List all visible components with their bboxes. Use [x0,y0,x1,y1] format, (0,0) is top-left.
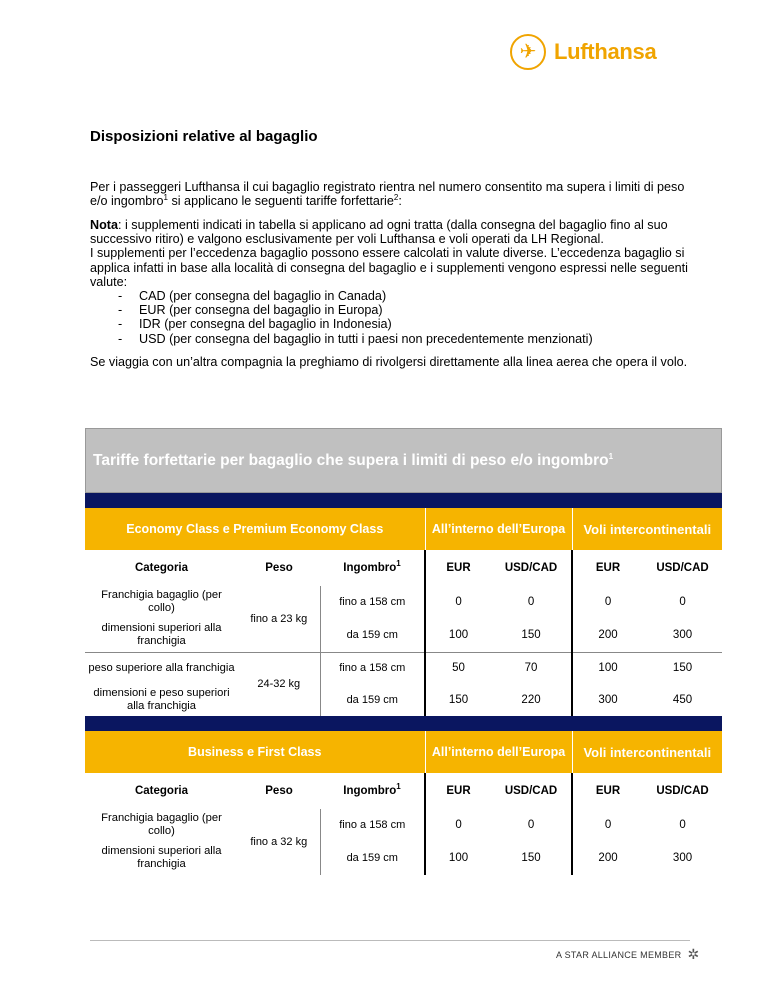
business-section-header [85,731,722,773]
row-ingombro: fino a 158 cm [320,586,425,618]
row-weight: 24-32 kg [257,678,301,691]
cell-eu-usdcad: 70 [524,662,538,675]
header-ingombro [320,550,425,586]
note-text: : i supplementi indicati in tabella si applicano ad ogni tratta (dalla consegna del bagaglio fino al suo successivo ritiro) e valgono esclusivamente per voli Lufthansa e voli operati da LH Regional. [90,218,668,247]
currency-list [90,289,690,346]
header-peso: Peso [265,562,293,574]
cell-eu-usdcad: 150 [491,618,572,652]
header-eur: EUR [425,773,491,809]
lufthansa-logo [510,34,656,70]
table-row [85,652,722,684]
header-categoria: Categoria [134,562,189,574]
row-category: dimensioni e peso superiori alla franchigia [93,687,230,712]
row-category: Franchigia bagaglio (per collo) [101,812,222,837]
table-row [85,586,722,618]
cell-eu-eur: 0 [425,809,491,841]
cell-eu-eur: 50 [425,652,491,684]
row-ingombro: fino a 158 cm [320,809,425,841]
alliance-text: A STAR ALLIANCE MEMBER [556,949,682,960]
header-usdcad: USD/CAD [656,562,709,574]
business-column-headers [85,773,722,809]
navy-divider [85,493,722,508]
row-weight: fino a 23 kg [238,586,320,652]
intro-text-2: si applicano le seguenti tariffe forfettarie [167,194,394,209]
other-airline-paragraph: Se viaggia con un’altra compagnia la preghiamo di rivolgersi direttamente alla linea aerea che opera il volo. [90,355,688,369]
row-weight: fino a 32 kg [250,836,308,848]
cell-intl-eur: 0 [572,586,643,618]
table-row [85,841,722,875]
cell-intl-usdcad: 450 [672,694,693,706]
cell-eu-eur: 100 [425,841,491,875]
header-eur: EUR [572,773,643,809]
header-usdcad: USD/CAD [504,785,558,797]
table-row [85,618,722,652]
intro-text-1: Per i passeggeri Lufthansa il cui bagaglio registrato rientra nel numero consentito ma supera i limiti di peso e/o ingombro [90,180,685,209]
cell-eu-usdcad: 150 [521,852,541,864]
row-category: Franchigia bagaglio (per collo) [101,589,222,614]
economy-section-header [85,508,722,550]
intro-text-3: : [398,194,402,209]
business-class-title: Business e First Class [85,731,425,773]
header-peso: Peso [265,785,293,797]
cell-intl-usdcad: 300 [643,618,722,652]
crane-icon: ✈ [510,34,546,70]
list-item: - CAD (per consegna del bagaglio in Canada) [118,289,690,303]
col-intl-header: Voli intercontinentali [572,731,722,773]
cell-eu-eur: 100 [425,618,491,652]
row-ingombro: da 159 cm [320,841,425,875]
page-title: Disposizioni relative al bagaglio [90,128,318,145]
list-item: - USD (per consegna del bagaglio in tutti i paesi non precedentemente menzionati) [118,332,690,346]
cell-intl-eur: 200 [572,841,643,875]
row-ingombro: da 159 cm [320,684,425,716]
economy-class-title: Economy Class e Premium Economy Class [85,508,425,550]
list-item: - IDR (per consegna del bagaglio in Indonesia) [118,317,690,331]
footnote-ref: 2 [393,193,399,203]
navy-divider-row [85,716,722,731]
header-ingombro [320,773,425,809]
cell-eu-eur: 0 [425,586,491,618]
cell-intl-usdcad: 0 [679,819,686,831]
cell-intl-usdcad: 300 [672,852,693,864]
note-currency-text: I supplementi per l’eccedenza bagaglio possono essere calcolati in valute diverse. L’eccedenza bagaglio si applica infatti in base alla località di consegna del bagaglio e i supplementi vengono espressi nelle seguenti valute: [90,246,688,289]
footnote-ref: 1 [163,193,168,203]
cell-eu-usdcad: 0 [527,596,535,608]
note-label: Nota [90,218,118,232]
footer-divider [90,940,690,941]
footnote-ref: 1 [396,782,401,792]
note-paragraph [90,218,690,346]
fee-grid [85,508,722,875]
row-category: peso superiore alla franchigia [88,661,235,674]
row-ingombro: da 159 cm [320,618,425,652]
baggage-fee-table [85,428,722,875]
cell-intl-usdcad: 150 [672,662,693,675]
row-category: dimensioni superiori alla franchigia [85,618,238,652]
footnote-ref: 1 [608,451,614,461]
col-intl-header: Voli intercontinentali [572,508,722,550]
cell-eu-eur: 150 [425,684,491,716]
header-ingombro-text: Ingombro [343,562,397,574]
cell-eu-usdcad: 220 [521,694,541,706]
header-eur: EUR [572,550,643,586]
col-eu-header: All’interno dell’Europa [425,508,572,550]
cell-intl-eur: 100 [572,652,643,684]
navy-divider [85,716,722,731]
row-ingombro: fino a 158 cm [320,652,425,684]
star-alliance-badge [556,946,700,963]
header-categoria: Categoria [134,785,189,797]
table-banner [85,428,722,493]
header-usdcad: USD/CAD [504,562,558,574]
cell-intl-eur: 300 [572,684,643,716]
economy-column-headers [85,550,722,586]
cell-intl-usdcad: 0 [679,596,686,608]
row-category: dimensioni superiori alla franchigia [101,845,222,870]
table-title [93,452,613,470]
cell-eu-usdcad: 0 [527,819,535,831]
header-eur: EUR [425,550,491,586]
table-row [85,809,722,841]
cell-intl-eur: 0 [572,809,643,841]
header-usdcad: USD/CAD [656,785,709,797]
star-alliance-icon: ✲ [687,946,700,962]
table-title-text: Tariffe forfettarie per bagaglio che supera i limiti di peso e/o ingombro [93,451,609,469]
header-ingombro-text: Ingombro [343,785,397,797]
footnote-ref: 1 [396,559,401,569]
list-item: - EUR (per consegna del bagaglio in Europa) [118,303,690,317]
table-row [85,684,722,716]
brand-name: Lufthansa [554,39,657,64]
col-eu-header: All’interno dell’Europa [425,731,572,773]
cell-intl-eur: 200 [572,618,643,652]
intro-paragraph [90,180,690,208]
